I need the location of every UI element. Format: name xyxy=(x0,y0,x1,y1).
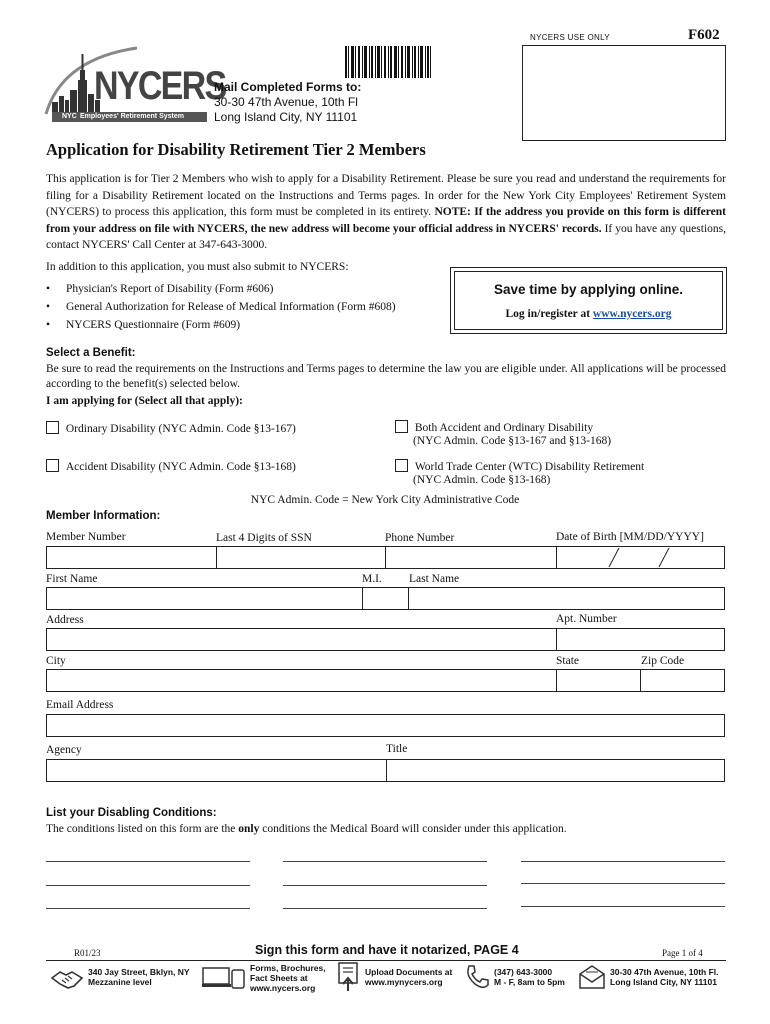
forms-link[interactable]: www.nycers.org xyxy=(250,983,316,993)
conditions-text-post: conditions the Medical Board will consider under this application. xyxy=(259,823,567,835)
conditions-text-bold: only xyxy=(238,823,260,835)
mail-line1: 30-30 47th Avenue, 10th Fl. xyxy=(610,967,719,977)
wtc-disability-code: (NYC Admin. Code §13-168) xyxy=(413,474,551,486)
apply-online-title: Save time by applying online. xyxy=(493,282,684,297)
dob-slashes xyxy=(557,547,725,568)
condition-line[interactable] xyxy=(283,885,487,886)
condition-line[interactable] xyxy=(283,908,487,909)
dob-label-text: Date of Birth xyxy=(556,531,617,543)
apt-label: Apt. Number xyxy=(556,613,617,625)
mail-address-line1: 30-30 47th Avenue, 10th Fl xyxy=(214,95,358,109)
title-label: Title xyxy=(386,743,408,755)
state-field[interactable] xyxy=(557,670,640,691)
nycers-use-only-label: NYCERS USE ONLY xyxy=(530,33,610,42)
phone-label: Phone Number xyxy=(385,532,455,544)
intro-note: NOTE: If the address you provide on this form is different from your address on file with NYCERS, the new address will become your official address in NYCERS' records. xyxy=(46,206,726,235)
mi-label: M.I. xyxy=(362,573,382,585)
mail-icon xyxy=(578,964,606,990)
accident-disability-checkbox[interactable] xyxy=(46,459,59,472)
forms-line2: Fact Sheets at xyxy=(250,973,308,983)
ssn-field[interactable] xyxy=(217,547,385,568)
apt-number-field[interactable] xyxy=(557,629,725,650)
list-item: • Physician's Report of Disability (Form #606) xyxy=(44,280,396,298)
upload-link[interactable]: www.mynycers.org xyxy=(365,977,443,987)
dob-label xyxy=(556,531,704,543)
benefit-option-ordinary[interactable] xyxy=(46,421,296,435)
email-label: Email Address xyxy=(46,699,114,711)
page-title: Application for Disability Retirement Tier 2 Members xyxy=(46,140,426,159)
phone-hours: M - F, 8am to 5pm xyxy=(494,977,565,987)
nycers-use-only-box xyxy=(522,45,726,141)
dob-field[interactable] xyxy=(557,547,725,568)
conditions-heading: List your Disabling Conditions: xyxy=(46,807,217,819)
email-field[interactable] xyxy=(46,714,725,737)
city-field[interactable] xyxy=(47,670,556,691)
title-field[interactable] xyxy=(387,760,725,781)
member-row-4 xyxy=(46,669,725,692)
conditions-text xyxy=(46,823,567,835)
mi-field[interactable] xyxy=(363,588,408,609)
ordinary-disability-checkbox[interactable] xyxy=(46,421,59,434)
both-disability-label: Both Accident and Ordinary Disability xyxy=(414,422,594,434)
benefit-option-accident[interactable] xyxy=(46,459,296,473)
member-row-2 xyxy=(46,587,725,610)
revision-code: R01/23 xyxy=(74,948,101,958)
dob-format: [MM/DD/YYYY] xyxy=(619,531,704,543)
form-code: F602 xyxy=(688,27,720,43)
conditions-text-pre: The conditions listed on this form are the xyxy=(46,823,239,835)
sign-notarize-note: Sign this form and have it notarized, PAGE 4 xyxy=(255,943,519,957)
member-row-3 xyxy=(46,628,725,651)
logo-wordmark: NYCERS xyxy=(94,64,226,108)
address-field[interactable] xyxy=(47,629,556,650)
apply-online-label: Log in/register at xyxy=(505,308,593,320)
agency-field[interactable] xyxy=(47,760,386,781)
footer-rule xyxy=(46,960,726,961)
both-disability-code: (NYC Admin. Code §13-167 and §13-168) xyxy=(413,435,612,447)
first-name-field[interactable] xyxy=(47,588,362,609)
logo-tagline: Employees' Retirement System xyxy=(80,113,184,120)
condition-line[interactable] xyxy=(283,861,487,862)
forms-line1: Forms, Brochures, xyxy=(250,963,326,973)
requirements-list xyxy=(44,280,396,334)
benefit-heading: Select a Benefit: xyxy=(46,347,136,359)
condition-line[interactable] xyxy=(521,906,725,907)
last-name-label: Last Name xyxy=(409,573,460,585)
member-info-heading: Member Information: xyxy=(46,510,161,522)
footer-item-upload xyxy=(336,962,466,994)
condition-line[interactable] xyxy=(521,883,725,884)
both-disability-checkbox[interactable] xyxy=(395,420,408,433)
intro-text: This application is for Tier 2 Members who wish to apply for a Disability Retirement. Please be sure you read and understand the requirements for filing for a Disability Retirement located on the Instructions and Terms pages. In order for the New York City Employees' Retirement System (NYCERS) to process this application, this form must be completed in its entirety. xyxy=(46,173,726,218)
apply-online-box xyxy=(450,267,727,334)
mail-title: Mail Completed Forms to: xyxy=(214,80,362,94)
logo-tagline-prefix: NYC xyxy=(62,113,77,120)
walkin-line1: 340 Jay Street, Bklyn, NY xyxy=(88,967,190,977)
first-name-label: First Name xyxy=(46,573,98,585)
intro-paragraph xyxy=(46,171,726,254)
phone-line1: (347) 643-3000 xyxy=(494,967,553,977)
ssn-label: Last 4 Digits of SSN xyxy=(216,532,312,544)
accident-disability-label: Accident Disability (NYC Admin. Code §13-168) xyxy=(65,461,296,473)
agency-label: Agency xyxy=(46,744,82,756)
member-number-label: Member Number xyxy=(46,531,126,543)
footer-item-walkin xyxy=(50,964,200,994)
member-row-1 xyxy=(46,546,725,569)
footer-item-mail xyxy=(578,962,728,994)
upload-document-icon xyxy=(336,962,362,992)
benefit-applying-label: I am applying for (Select all that apply): xyxy=(46,395,243,407)
upload-line1: Upload Documents at xyxy=(365,967,453,977)
page-number: Page 1 of 4 xyxy=(662,948,703,958)
state-label: State xyxy=(556,655,579,667)
wtc-disability-checkbox[interactable] xyxy=(395,459,408,472)
footer-item-phone xyxy=(463,962,578,994)
list-item: • NYCERS Questionnaire (Form #609) xyxy=(44,316,396,334)
benefit-option-wtc[interactable] xyxy=(395,459,644,486)
benefit-text: Be sure to read the requirements on the Instructions and Terms pages to determine the law you are eligible under. All applications will be processed according to the benefit(s) selected below. xyxy=(46,363,726,390)
ordinary-disability-label: Ordinary Disability (NYC Admin. Code §13-167) xyxy=(65,423,296,435)
submit-intro: In addition to this application, you must also submit to NYCERS: xyxy=(46,261,349,273)
nycers-website-link[interactable]: www.nycers.org xyxy=(592,308,672,320)
city-label: City xyxy=(46,655,66,667)
devices-icon xyxy=(202,964,246,990)
phone-icon xyxy=(463,963,489,991)
handshake-icon xyxy=(50,964,84,990)
member-row-6 xyxy=(46,759,725,782)
wtc-disability-label: World Trade Center (WTC) Disability Retirement xyxy=(414,461,645,473)
condition-line[interactable] xyxy=(46,908,250,909)
phone-field[interactable] xyxy=(386,547,555,568)
last-name-field[interactable] xyxy=(409,588,725,609)
benefit-option-both[interactable] xyxy=(395,420,611,447)
mail-line2: Long Island City, NY 11101 xyxy=(610,977,717,987)
intro-contact: If you have any questions, contact NYCERS' Call Center at 347-643-3000. xyxy=(46,222,726,251)
admin-code-note: NYC Admin. Code = New York City Administrative Code xyxy=(250,494,520,506)
footer-item-forms xyxy=(202,962,332,994)
condition-line[interactable] xyxy=(521,861,725,862)
mail-address-line2: Long Island City, NY 11101 xyxy=(214,110,358,124)
apply-online-text xyxy=(455,308,722,320)
list-item: • General Authorization for Release of Medical Information (Form #608) xyxy=(44,298,396,316)
address-label: Address xyxy=(46,614,84,626)
member-number-field[interactable] xyxy=(47,547,216,568)
zip-label: Zip Code xyxy=(641,655,685,667)
zip-code-field[interactable] xyxy=(641,670,725,691)
barcode xyxy=(345,46,431,78)
condition-line[interactable] xyxy=(46,861,250,862)
condition-line[interactable] xyxy=(46,885,250,886)
walkin-line2: Mezzanine level xyxy=(88,977,152,987)
